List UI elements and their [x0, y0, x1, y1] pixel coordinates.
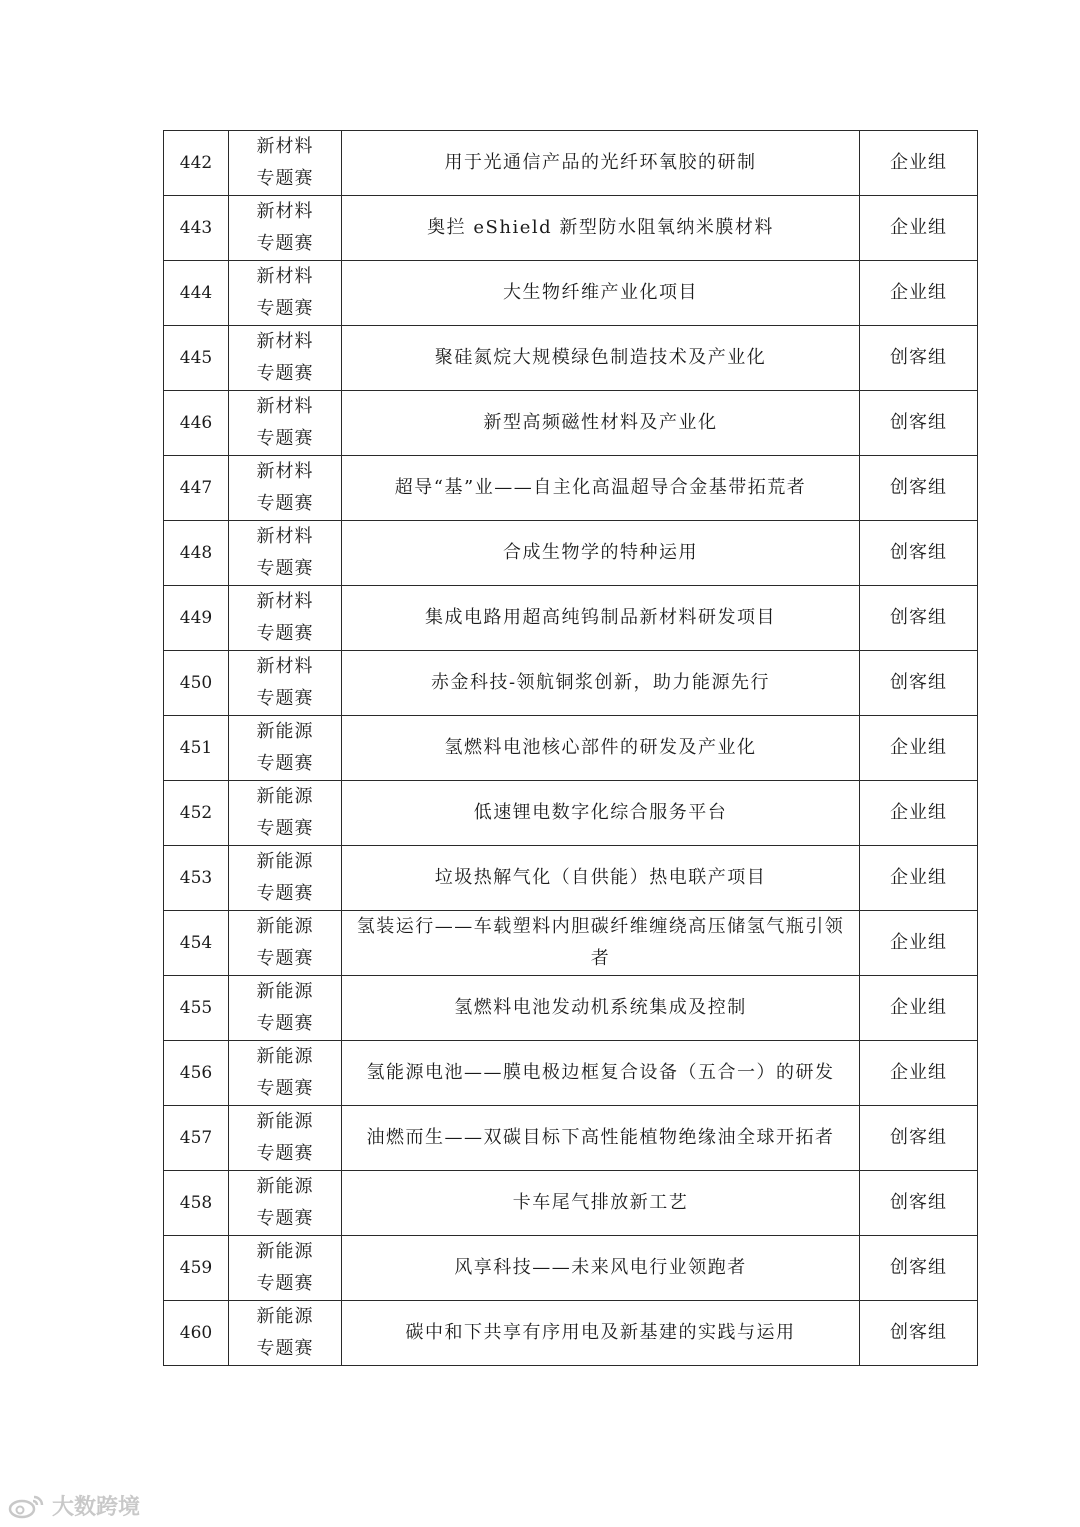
category-line: 专题赛: [256, 623, 314, 644]
category-line: 专题赛: [256, 558, 314, 579]
table-row: [164, 1171, 978, 1236]
category-cell: [229, 976, 342, 1041]
project-name: 氢燃料电池发动机系统集成及控制: [342, 976, 860, 1041]
category-cell: [229, 911, 342, 976]
category-line: 专题赛: [256, 298, 314, 319]
category-line: 新材料: [256, 331, 314, 352]
category-cell: [229, 521, 342, 586]
project-name: 低速锂电数字化综合服务平台: [342, 781, 860, 846]
category-line: 专题赛: [256, 753, 314, 774]
row-number: 444: [164, 261, 229, 326]
row-number: 445: [164, 326, 229, 391]
row-number: 452: [164, 781, 229, 846]
group-cell: 创客组: [860, 651, 978, 716]
table-row: [164, 1301, 978, 1366]
category-line: 新能源: [256, 786, 314, 807]
weibo-logo-icon: [8, 1493, 46, 1519]
category-line: 新能源: [256, 916, 314, 937]
project-name: 赤金科技-领航铜浆创新，助力能源先行: [342, 651, 860, 716]
project-name: 用于光通信产品的光纤环氧胶的研制: [342, 131, 860, 196]
group-cell: 企业组: [860, 911, 978, 976]
category-line: 专题赛: [256, 233, 314, 254]
project-name: 卡车尾气排放新工艺: [342, 1171, 860, 1236]
group-cell: 创客组: [860, 456, 978, 521]
table-row: [164, 261, 978, 326]
category-line: 专题赛: [256, 1013, 314, 1034]
category-line: 新能源: [256, 1176, 314, 1197]
project-name: 氢燃料电池核心部件的研发及产业化: [342, 716, 860, 781]
category-line: 新能源: [256, 1111, 314, 1132]
category-line: 专题赛: [256, 1078, 314, 1099]
category-line: 专题赛: [256, 428, 314, 449]
row-number: 451: [164, 716, 229, 781]
table-row: [164, 1041, 978, 1106]
row-number: 448: [164, 521, 229, 586]
project-name: 风享科技——未来风电行业领跑者: [342, 1236, 860, 1301]
group-cell: 创客组: [860, 1171, 978, 1236]
group-cell: 企业组: [860, 196, 978, 261]
group-cell: 企业组: [860, 846, 978, 911]
category-line: 专题赛: [256, 948, 314, 969]
row-number: 458: [164, 1171, 229, 1236]
row-number: 455: [164, 976, 229, 1041]
table-row: [164, 911, 978, 976]
group-cell: 企业组: [860, 261, 978, 326]
category-cell: [229, 1171, 342, 1236]
table-row: [164, 716, 978, 781]
category-line: 专题赛: [256, 883, 314, 904]
group-cell: 创客组: [860, 521, 978, 586]
group-cell: 创客组: [860, 326, 978, 391]
row-number: 460: [164, 1301, 229, 1366]
category-line: 新能源: [256, 981, 314, 1002]
watermark-text: 大数跨境: [52, 1495, 141, 1520]
group-cell: 企业组: [860, 131, 978, 196]
category-line: 专题赛: [256, 363, 314, 384]
category-cell: [229, 846, 342, 911]
category-cell: [229, 196, 342, 261]
group-cell: 创客组: [860, 586, 978, 651]
table-row: [164, 781, 978, 846]
table-row: [164, 391, 978, 456]
table-row: [164, 131, 978, 196]
category-cell: [229, 781, 342, 846]
category-line: 新材料: [256, 526, 314, 547]
group-cell: 企业组: [860, 1041, 978, 1106]
category-line: 新材料: [256, 591, 314, 612]
project-name: 新型高频磁性材料及产业化: [342, 391, 860, 456]
group-cell: 创客组: [860, 1301, 978, 1366]
group-cell: 创客组: [860, 1106, 978, 1171]
row-number: 443: [164, 196, 229, 261]
category-cell: [229, 1106, 342, 1171]
group-cell: 企业组: [860, 781, 978, 846]
category-line: 新材料: [256, 656, 314, 677]
row-number: 449: [164, 586, 229, 651]
project-name: 奥拦 eShield 新型防水阻氧纳米膜材料: [342, 196, 860, 261]
category-line: 新材料: [256, 461, 314, 482]
category-line: 新能源: [256, 851, 314, 872]
category-cell: [229, 391, 342, 456]
group-cell: 创客组: [860, 391, 978, 456]
category-cell: [229, 1041, 342, 1106]
category-line: 新能源: [256, 1306, 314, 1327]
table-row: [164, 846, 978, 911]
row-number: 447: [164, 456, 229, 521]
project-name: 集成电路用超高纯钨制品新材料研发项目: [342, 586, 860, 651]
project-name: 碳中和下共享有序用电及新基建的实践与运用: [342, 1301, 860, 1366]
category-cell: [229, 261, 342, 326]
category-line: 新材料: [256, 136, 314, 157]
table-row: [164, 1236, 978, 1301]
category-cell: [229, 326, 342, 391]
category-line: 专题赛: [256, 1338, 314, 1359]
project-name: 合成生物学的特种运用: [342, 521, 860, 586]
row-number: 457: [164, 1106, 229, 1171]
row-number: 442: [164, 131, 229, 196]
category-cell: [229, 131, 342, 196]
row-number: 446: [164, 391, 229, 456]
table-body: [164, 131, 978, 1366]
category-line: 新材料: [256, 266, 314, 287]
watermark: [8, 1490, 140, 1521]
category-cell: [229, 651, 342, 716]
table-row: [164, 976, 978, 1041]
project-name: 超导“基”业——自主化高温超导合金基带拓荒者: [342, 456, 860, 521]
category-line: 新材料: [256, 201, 314, 222]
category-line: 专题赛: [256, 818, 314, 839]
category-cell: [229, 1301, 342, 1366]
project-name: 大生物纤维产业化项目: [342, 261, 860, 326]
table-row: [164, 521, 978, 586]
project-list-table: [163, 130, 978, 1366]
row-number: 456: [164, 1041, 229, 1106]
category-line: 专题赛: [256, 1143, 314, 1164]
project-name: 氢能源电池——膜电极边框复合设备（五合一）的研发: [342, 1041, 860, 1106]
category-line: 新能源: [256, 721, 314, 742]
category-line: 新能源: [256, 1241, 314, 1262]
table-row: [164, 586, 978, 651]
group-cell: 企业组: [860, 716, 978, 781]
category-line: 专题赛: [256, 1273, 314, 1294]
category-line: 新能源: [256, 1046, 314, 1067]
category-cell: [229, 456, 342, 521]
category-line: 专题赛: [256, 688, 314, 709]
table-row: [164, 326, 978, 391]
project-name: 聚硅氮烷大规模绿色制造技术及产业化: [342, 326, 860, 391]
group-cell: 企业组: [860, 976, 978, 1041]
project-name: 垃圾热解气化（自供能）热电联产项目: [342, 846, 860, 911]
category-line: 专题赛: [256, 168, 314, 189]
category-line: 专题赛: [256, 493, 314, 514]
group-cell: 创客组: [860, 1236, 978, 1301]
row-number: 453: [164, 846, 229, 911]
category-line: 专题赛: [256, 1208, 314, 1229]
category-cell: [229, 586, 342, 651]
table-row: [164, 196, 978, 261]
row-number: 450: [164, 651, 229, 716]
row-number: 454: [164, 911, 229, 976]
row-number: 459: [164, 1236, 229, 1301]
table-row: [164, 1106, 978, 1171]
category-cell: [229, 1236, 342, 1301]
category-line: 新材料: [256, 396, 314, 417]
category-cell: [229, 716, 342, 781]
table-row: [164, 456, 978, 521]
project-name: 氢装运行——车载塑料内胆碳纤维缠绕高压储氢气瓶引领者: [342, 911, 860, 976]
project-name: 油燃而生——双碳目标下高性能植物绝缘油全球开拓者: [342, 1106, 860, 1171]
table-row: [164, 651, 978, 716]
